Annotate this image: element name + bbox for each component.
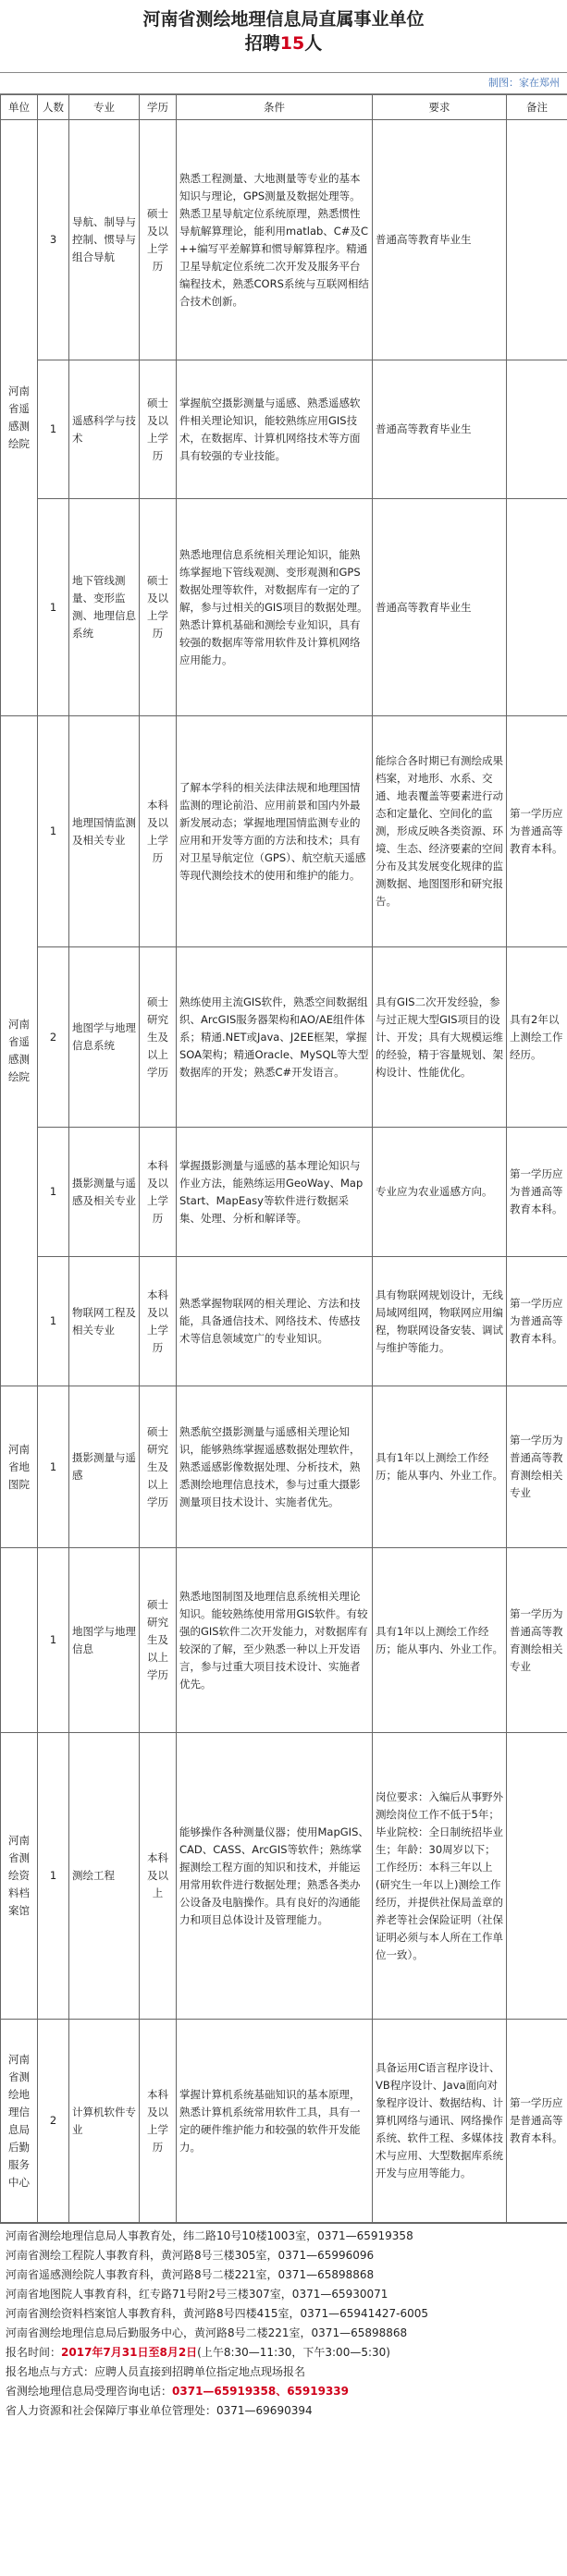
major-cell: 计算机软件专业 (69, 2020, 140, 2223)
unit-cell: 河南省地图院 (1, 1386, 38, 1548)
count-cell: 1 (38, 716, 69, 947)
requirements-cell: 普通高等教育毕业生 (373, 360, 507, 499)
count-cell: 1 (38, 499, 69, 716)
title-prefix: 招聘 (244, 33, 280, 54)
notes-cell: 第一学历应为普通高等教育本科。 (507, 1128, 567, 1257)
education-cell: 本科及以上 (140, 1733, 177, 2020)
notes-cell (507, 1733, 567, 2020)
col-header-conditions: 条件 (177, 95, 373, 120)
major-cell: 地理国情监测及相关专业 (69, 716, 140, 947)
conditions-cell: 掌握航空摄影测量与遥感、熟悉遥感软件相关理论知识，能较熟练应用GIS技术，在数据库、计算机网络技术等方面具有较强的专业技能。 (177, 360, 373, 499)
unit-cell: 河南省遥感测绘院 (1, 120, 38, 716)
registration-location: 报名地点与方式：应聘人员直接到招聘单位指定地点现场报名 (6, 2365, 306, 2378)
col-header-major: 专业 (69, 95, 140, 120)
requirements-cell: 普通高等教育毕业生 (373, 499, 507, 716)
count-cell: 1 (38, 1257, 69, 1386)
notes-cell (507, 360, 567, 499)
table-row (1, 1386, 567, 1548)
major-cell: 地图学与地理信息 (69, 1548, 140, 1733)
requirements-cell: 普通高等教育毕业生 (373, 120, 507, 360)
education-cell: 硕士及以上学历 (140, 360, 177, 499)
conditions-cell: 熟练使用主流GIS软件，熟悉空间数据组织、ArcGIS服务器架构和AO/AE组件体系；精通.NET或Java、J2EE框架，掌握SOA架构；精通Oracle、MySQL等大型数据库的开发；熟悉C#开发语言。 (177, 947, 373, 1128)
contact-line: 河南省测绘资料档案馆人事教育科，黄河路8号四楼415室，0371—65941427-6005 (6, 2307, 429, 2320)
col-header-requirements: 要求 (373, 95, 507, 120)
notes-cell: 第一学历为普通高等教育测绘相关专业 (507, 1386, 567, 1548)
major-cell: 摄影测量与遥感及相关专业 (69, 1128, 140, 1257)
count-cell: 1 (38, 1548, 69, 1733)
contact-line: 河南省遥感测绘院人事教育科，黄河路8号二楼221室，0371—65898868 (6, 2268, 375, 2281)
requirements-cell: 具有1年以上测绘工作经历；能从事内、外业工作。 (373, 1386, 507, 1548)
title-recruit-count (0, 31, 567, 55)
contact-footer (0, 2223, 567, 2423)
major-cell: 地下管线测量、变形监测、地理信息系统 (69, 499, 140, 716)
education-cell: 硕士及以上学历 (140, 499, 177, 716)
title-suffix: 人 (304, 33, 323, 54)
education-cell: 本科及以上学历 (140, 1257, 177, 1386)
contact-line: 河南省测绘地理信息局人事教育处，纬二路10号10楼1003室，0371—65919358 (6, 2229, 413, 2242)
notes-cell (507, 499, 567, 716)
major-cell: 物联网工程及相关专业 (69, 1257, 140, 1386)
unit-cell: 河南省测绘地理信息局后勤服务中心 (1, 2020, 38, 2223)
chart-credit: 制图：家在郑州 (0, 73, 567, 94)
requirements-cell: 能综合各时期已有测绘成果档案，对地形、水系、交通、地表覆盖等要素进行动态和定量化、空间化的监测，形成反映各类资源、环境、生态、经济要素的空间分布及其发展变化规律的监测数据、地图图形和研究报告。 (373, 716, 507, 947)
table-row (1, 360, 567, 499)
major-cell: 遥感科学与技术 (69, 360, 140, 499)
time-dates: 2017年7月31日至8月2日 (61, 2346, 198, 2359)
education-cell: 本科及以上学历 (140, 2020, 177, 2223)
hotline-label: 省测绘地理信息局受理咨询电话： (6, 2385, 173, 2398)
notes-cell: 第一学历应为普通高等教育本科。 (507, 716, 567, 947)
table-row (1, 1257, 567, 1386)
col-header-unit: 单位 (1, 95, 38, 120)
count-cell: 1 (38, 360, 69, 499)
notes-cell: 第一学历应为普通高等教育本科。 (507, 1257, 567, 1386)
table-row (1, 1128, 567, 1257)
conditions-cell: 熟悉地图制图及地理信息系统相关理论知识。能较熟练使用常用GIS软件。有较强的GIS软件二次开发能力，对数据库有较深的了解，至少熟悉一种以上开发语言，参与过重大项目技术设计、实施者优先。 (177, 1548, 373, 1733)
conditions-cell: 熟悉航空摄影测量与遥感相关理论知识，能够熟练掌握遥感数据处理软件，熟悉遥感影像数据处理、分析技术，熟悉测绘地理信息技术，参与过重大摄影测量项目技术设计、实施者优先。 (177, 1386, 373, 1548)
table-row (1, 1733, 567, 2020)
table-row (1, 2020, 567, 2223)
conditions-cell: 能够操作各种测量仪器；使用MapGIS、CAD、CASS、ArcGIS等软件；熟练掌握测绘工程方面的知识和技术，并能运用常用软件进行数据处理；熟悉各类办公设备及电脑操作。具有良好的沟通能力和项目总体设计及管理能力。 (177, 1733, 373, 2020)
education-cell: 本科及以上学历 (140, 1128, 177, 1257)
conditions-cell: 掌握计算机系统基础知识的基本原理，熟悉计算机系统常用软件工具，具有一定的硬件维护能力和较强的软件开发能力。 (177, 2020, 373, 2223)
supervision-contact: 省人力资源和社会保障厅事业单位管理处：0371—69690394 (6, 2404, 313, 2417)
contact-line: 河南省测绘地理信息局后勤服务中心，黄河路8号二楼221室，0371—65898868 (6, 2326, 408, 2339)
requirements-cell: 专业应为农业遥感方向。 (373, 1128, 507, 1257)
count-cell: 2 (38, 2020, 69, 2223)
notes-cell: 第一学历为普通高等教育测绘相关专业 (507, 1548, 567, 1733)
education-cell: 硕士及以上学历 (140, 120, 177, 360)
col-header-count: 人数 (38, 95, 69, 120)
major-cell: 摄影测量与遥感 (69, 1386, 140, 1548)
title-number: 15 (279, 33, 305, 54)
count-cell: 1 (38, 1733, 69, 2020)
conditions-cell: 熟悉掌握物联网的相关理论、方法和技能，具备通信技术、网络技术、传感技术等信息领域宽广的专业知识。 (177, 1257, 373, 1386)
education-cell: 硕士研究生及以上学历 (140, 1386, 177, 1548)
poster-title (0, 0, 567, 73)
time-label: 报名时间： (6, 2346, 62, 2359)
requirements-cell: 具有GIS二次开发经验，参与过正规大型GIS项目的设计、开发；具有大规模运维的经验，精于容量规划、架构设计、性能优化。 (373, 947, 507, 1128)
contact-line: 河南省测绘工程院人事教育科，黄河路8号三楼305室，0371—65996096 (6, 2249, 375, 2262)
registration-time (6, 2343, 561, 2362)
table-header-row (1, 95, 567, 120)
count-cell: 1 (38, 1386, 69, 1548)
count-cell: 2 (38, 947, 69, 1128)
time-hours: (上午8:30—11:30，下午3:00—5:30) (197, 2346, 390, 2359)
notes-cell: 第一学历应是普通高等教育本科。 (507, 2020, 567, 2223)
notes-cell (507, 120, 567, 360)
notes-cell: 具有2年以上测绘工作经历。 (507, 947, 567, 1128)
requirements-cell: 具有物联网规划设计，无线局域网组网，物联网应用编程，物联网设备安装、调试与维护等能力。 (373, 1257, 507, 1386)
conditions-cell: 了解本学科的相关法律法规和地理国情监测的理论前沿、应用前景和国内外最新发展动态；掌握地理国情监测专业的应用和开发等方面的方法和技术；具有对卫星导航定位（GPS）、航空航天遥感等现代测绘技术的使用和维护的能力。 (177, 716, 373, 947)
table-row (1, 1548, 567, 1733)
table-row (1, 499, 567, 716)
major-cell: 地图学与地理信息系统 (69, 947, 140, 1128)
conditions-cell: 熟悉工程测量、大地测量等专业的基本知识与理论，GPS测量及数据处理等。熟悉卫星导航定位系统原理，熟悉惯性导航解算理论，能利用matlab、C#及C++编写平差解算和惯导解算程序。精通卫星导航定位系统二次开发及服务平台编程技术，熟悉CORS系统与互联网相结合技术创新。 (177, 120, 373, 360)
table-row (1, 716, 567, 947)
table-row (1, 947, 567, 1128)
major-cell: 测绘工程 (69, 1733, 140, 2020)
hotline-numbers: 0371—65919358、65919339 (172, 2385, 350, 2398)
conditions-cell: 掌握摄影测量与遥感的基本理论知识与作业方法，能熟练运用GeoWay、MapStart、MapEasy等软件进行数据采集、处理、分析和解译等。 (177, 1128, 373, 1257)
requirements-cell: 岗位要求：入编后从事野外测绘岗位工作不低于5年；毕业院校：全日制统招毕业生；年龄：30周岁以下；工作经历：本科三年以上(研究生一年以上)测绘工作经历，并提供社保局盖章的养老等社会保险证明（社保证明必须与本人所在工作单位一致）。 (373, 1733, 507, 2020)
education-cell: 本科及以上学历 (140, 716, 177, 947)
major-cell: 导航、制导与控制、惯导与组合导航 (69, 120, 140, 360)
title-organization: 河南省测绘地理信息局直属事业单位 (142, 9, 425, 30)
col-header-education: 学历 (140, 95, 177, 120)
requirements-cell: 具备运用C语言程序设计、VB程序设计、Java面向对象程序设计、数据结构、计算机网络与通讯、网络操作系统、软件工程、多媒体技术与应用、大型数据库系统开发与应用等能力。 (373, 2020, 507, 2223)
unit-cell (1, 1548, 38, 1733)
count-cell: 1 (38, 1128, 69, 1257)
unit-cell: 河南省测绘资料档案馆 (1, 1733, 38, 2020)
requirements-cell: 具有1年以上测绘工作经历；能从事内、外业工作。 (373, 1548, 507, 1733)
table-row (1, 120, 567, 360)
education-cell: 硕士研究生及以上学历 (140, 1548, 177, 1733)
hotline (6, 2382, 561, 2401)
conditions-cell: 熟悉地理信息系统相关理论知识，能熟练掌握地下管线观测、变形观测和GPS数据处理等软件，对数据库有一定的了解，参与过相关的GIS项目的数据处理。熟悉计算机基础和测绘专业知识，具有较强的数据库等常用软件及计算机网络应用能力。 (177, 499, 373, 716)
education-cell: 硕士研究生及以上学历 (140, 947, 177, 1128)
count-cell: 3 (38, 120, 69, 360)
recruitment-table (0, 94, 567, 2223)
unit-cell: 河南省遥感测绘院 (1, 716, 38, 1386)
col-header-notes: 备注 (507, 95, 567, 120)
contact-line: 河南省地图院人事教育科，红专路71号附2号三楼307室，0371—65930071 (6, 2288, 388, 2301)
